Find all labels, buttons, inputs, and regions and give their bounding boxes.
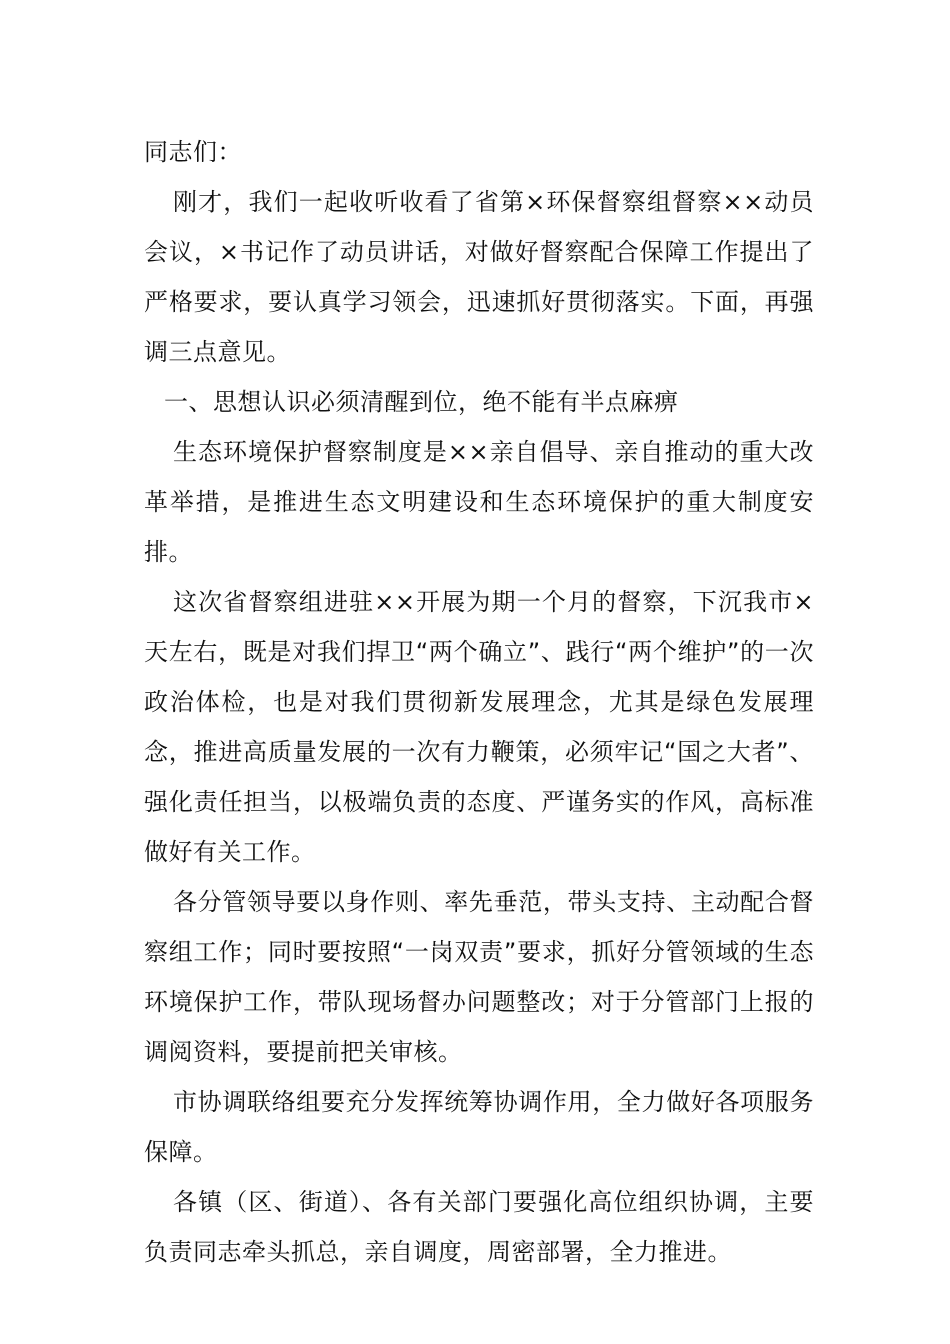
paragraph-leaders-duty: 各分管领导要以身作则、率先垂范，带头支持、主动配合督察组工作；同时要按照“一岗双责”要求，抓好分管领域的生态环境保护工作，带队现场督办问题整改；对于分管部门上报的调阅资料，要提前把关审核。 [144,888,814,1066]
greeting: 同志们： [144,138,242,166]
paragraph-supervision-system: 生态环境保护督察制度是××亲自倡导、亲自推动的重大改革举措，是推进生态文明建设和生态环境保护的重大制度安排。 [144,438,814,566]
paragraph-coordination-group: 市协调联络组要充分发挥统筹协调作用，全力做好各项服务保障。 [144,1088,814,1166]
section-heading-1: 一、思想认识必须清醒到位，绝不能有半点麻痹 [164,388,679,416]
paragraph-departments-duty: 各镇（区、街道）、各有关部门要强化高位组织协调，主要负责同志牵头抓总，亲自调度，周密部署，全力推进。 [144,1188,814,1266]
document-body [144,127,814,1277]
paragraph-opening: 刚才，我们一起收听收看了省第×环保督察组督察××动员会议，×书记作了动员讲话，对做好督察配合保障工作提出了严格要求，要认真学习领会，迅速抓好贯彻落实。下面，再强调三点意见。 [144,188,814,366]
paragraph-inspection-significance: 这次省督察组进驻××开展为期一个月的督察，下沉我市×天左右，既是对我们捍卫“两个确立”、践行“两个维护”的一次政治体检，也是对我们贯彻新发展理念，尤其是绿色发展理念，推进高质量发展的一次有力鞭策，必须牢记“国之大者”、强化责任担当，以极端负责的态度、严谨务实的作风，高标准做好有关工作。 [144,588,814,866]
